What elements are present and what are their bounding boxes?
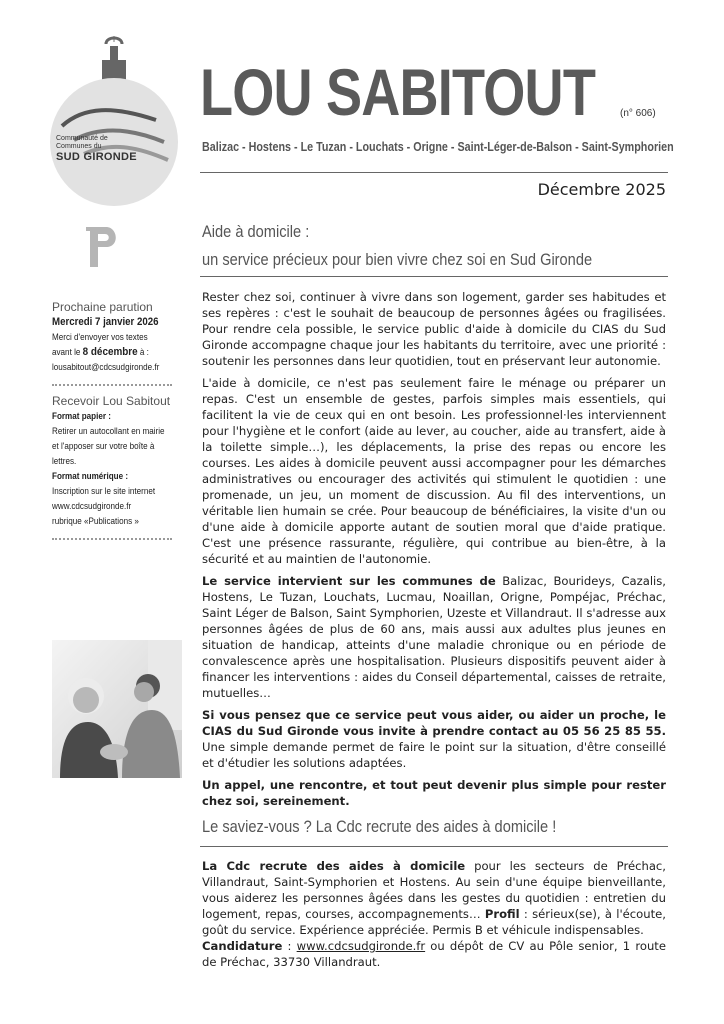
masthead-divider [200,172,668,173]
website-link[interactable]: www.cdcsudgironde.fr [52,501,132,511]
elderly-woman-with-caregiver-photo [52,640,182,778]
issue-date: Décembre 2025 [537,180,666,199]
prochaine-parution-heading: Prochaine parution [52,300,153,314]
christmas-ornament-logo-icon [44,36,184,216]
papier-line-2: et l'apposer sur votre boîte à [52,441,155,451]
article-title-line-1: Aide à domicile : [202,222,310,241]
sidebar [52,300,182,548]
numerique-line-1: Inscription sur le site internet [52,486,156,496]
logo-line-1: Communauté de [56,135,108,142]
recruitment-body [202,858,666,976]
send-texts-line: Merci d'envoyer vos textes [52,332,148,342]
papier-line-3: lettres. [52,456,77,466]
next-issue-date: Mercredi 7 janvier 2026 [52,316,159,328]
format-numerique-label: Format numérique : [52,471,129,481]
paragraph: Candidature : www.cdcsudgironde.fr ou dépôt de CV au Pôle senior, 1 route de Préchac, 33730 Villandraut. [202,939,666,969]
issue-number: (n° 606) [620,108,656,119]
recruitment-title: Le saviez-vous ? La Cdc recrute des aides à domicile ! [202,817,557,836]
contact-call-to-action: Si vous pensez que ce service peut vous aider, ou aider un proche, le CIAS du Sud Gironde vous invite à prendre contact au 05 56 25 85 55. [202,708,666,738]
numerique-line-3: rubrique «Publications » [52,516,139,526]
article-divider [200,276,668,277]
website-link[interactable]: www.cdcsudgironde.fr [296,939,426,953]
logo-line-2: Communes du [56,143,102,150]
paragraph: L'aide à domicile, ce n'est pas seulement faire le ménage ou préparer un repas. C'est un ensemble de gestes, parfois simples mais essentiels, qui facilitent la vie de ceux qui en ont besoin. Les professionnel·les interviennent pour l'hygiène et le confort (aide au lever, au coucher, aide au transfert, aide à la toilette simple…), les déplacements, la prise des repas ou encore les courses. Les aides à domicile peuvent aussi accompagner pour les démarches administratives ou encourager des activités qui stimulent le quotidien : une promenade, un jeu, un moment de discussion. Au fil des interventions, un véritable lien humain se crée. Pour beaucoup de bénéficiaires, la visite d'un ou d'une aide à domicile apporte autant de soutien moral que d'aide pratique. C'est une présence rassurante, régulière, qui contribue au bien-être, à la sécurité et au maintien de l'autonomie. [202,376,666,566]
paragraph: Le service intervient sur les communes de Balizac, Bourideys, Cazalis, Hostens, Le Tuzan, Louchats, Lucmau, Noaillan, Origne, Pompéjac, Préchac, Saint Léger de Balson, Saint Symphorien, Uzeste et Villandraut. Il s'adresse aux personnes âgées de plus de 60 ans, mais aussi aux adultes plus jeunes en situation de handicap, atteints d'une maladie chronique ou en période de convalescence après une hospitalisation. Plusieurs dispositifs peuvent aider à financer les interventions : aides du Conseil départemental, caisses de retraite, mutuelles… [202,574,666,700]
newsletter-title: LOU SABITOUT [200,55,596,129]
deadline-line: avant le 8 décembre à : [52,346,149,358]
closing-statement: Un appel, une rencontre, et tout peut devenir plus simple pour rester chez soi, sereinement. [202,778,666,808]
communes-lead: Le service intervient sur les communes de [202,574,496,588]
paragraph: Rester chez soi, continuer à vivre dans son logement, garder ses habitudes et ses repères : c'est le souhait de beaucoup de personnes âgées ou fragilisées. Pour rendre cela possible, le service public d'aide à domicile du CIAS du Sud Gironde accompagne chaque jour les habitants du territoire, avec une priorité : soutenir les personnes dans leur quotidien, tout en préservant leur autonomie. [202,290,666,368]
deadline-date: 8 décembre [82,346,138,358]
format-papier-label: Format papier : [52,411,111,421]
logo-name: SUD GIRONDE [56,151,137,163]
letter-p-icon [86,223,122,269]
paragraph [202,777,666,809]
contact-email[interactable]: lousabitout@cdcsudgironde.fr [52,362,160,372]
paragraph: Si vous pensez que ce service peut vous aider, ou aider un proche, le CIAS du Sud Gironde vous invite à prendre contact au 05 56 25 85 55. Une simple demande permet de faire le point sur la situation, d'être conseillé et d'étudier les solutions adaptées. [202,708,666,770]
recruitment-lead: La Cdc recrute des aides à domicile [202,859,466,873]
paragraph: La Cdc recrute des aides à domicile pour les secteurs de Préchac, Villandraut, Saint-Symphorien et Hostens. Au sein d'une équipe bienveillante, vous aiderez les personnes âgées dans les gestes du quotidien : entretien du logement, repas, courses, accompagnements… Profil : sérieux(se), à l'écoute, goût du service. Expérience appréciée. Permis B et véhicule indispensables. [202,859,666,937]
papier-line-1: Retirer un autocollant en mairie [52,426,165,436]
article-title-line-2: un service précieux pour bien vivre chez soi en Sud Gironde [202,250,593,269]
communes-line: Balizac - Hostens - Le Tuzan - Louchats - Origne - Saint-Léger-de-Balson - Saint-Symphorien [202,140,674,154]
article-divider [200,846,668,847]
dotted-divider [52,384,172,386]
recevoir-heading: Recevoir Lou Sabitout [52,394,171,408]
profil-label: Profil [484,907,520,921]
candidature-label: Candidature [202,939,283,953]
dotted-divider [52,538,172,540]
article-body [202,289,666,815]
